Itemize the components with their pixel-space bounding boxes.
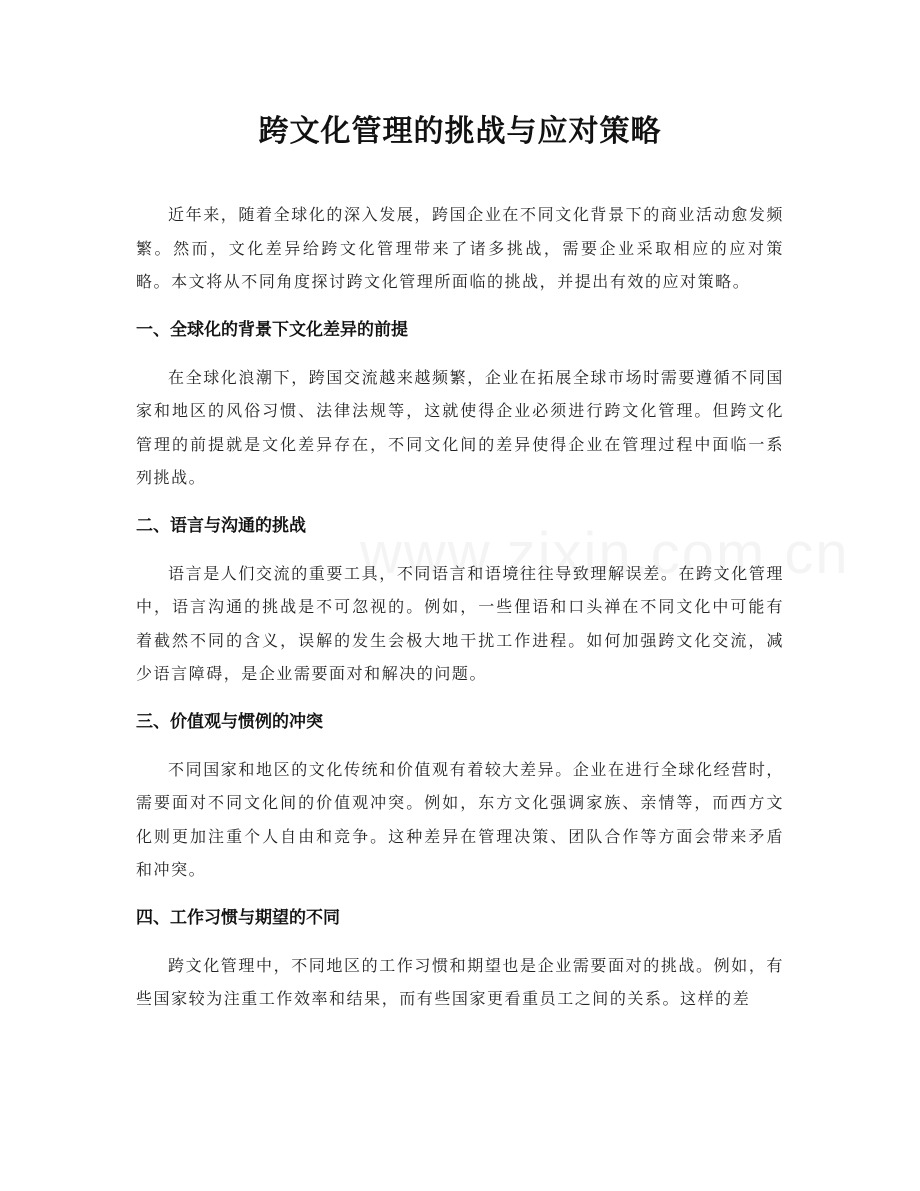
section-heading-3: 三、价值观与惯例的冲突 [136,711,323,732]
intro-paragraph: 近年来，随着全球化的深入发展，跨国企业在不同文化背景下的商业活动愈发频繁。然而，文化差异给跨文化管理带来了诸多挑战，需要企业采取相应的应对策略。本文将从不同角度探讨跨文化管理所面临的挑战，并提出有效的应对策略。 [136,205,784,291]
section-body-2: 语言是人们交流的重要工具，不同语言和语境往往导致理解误差。在跨文化管理中，语言沟通的挑战是不可忽视的。例如，一些俚语和口头禅在不同文化中可能有着截然不同的含义，误解的发生会极大地干扰工作进程。如何加强跨文化交流，减少语言障碍，是企业需要面对和解决的问题。 [136,563,784,683]
document-title: 跨文化管理的挑战与应对策略 [258,114,662,149]
section-body-1: 在全球化浪潮下，跨国交流越来越频繁，企业在拓展全球市场时需要遵循不同国家和地区的风俗习惯、法律法规等，这就使得企业必须进行跨文化管理。但跨文化管理的前提就是文化差异存在，不同文化间的差异使得企业在管理过程中面临一系列挑战。 [136,367,784,487]
section-body-3: 不同国家和地区的文化传统和价值观有着较大差异。企业在进行全球化经营时，需要面对不同文化间的价值观冲突。例如，东方文化强调家族、亲情等，而西方文化则更加注重个人自由和竞争。这种差异在管理决策、团队合作等方面会带来矛盾和冲突。 [136,759,784,879]
section-heading-4: 四、工作习惯与期望的不同 [136,907,340,928]
section-heading-1: 一、全球化的背景下文化差异的前提 [136,319,408,340]
section-body-4: 跨文化管理中，不同地区的工作习惯和期望也是企业需要面对的挑战。例如，有些国家较为注重工作效率和结果，而有些国家更看重员工之间的关系。这样的差 [136,955,784,1008]
section-heading-2: 二、语言与沟通的挑战 [136,515,306,536]
